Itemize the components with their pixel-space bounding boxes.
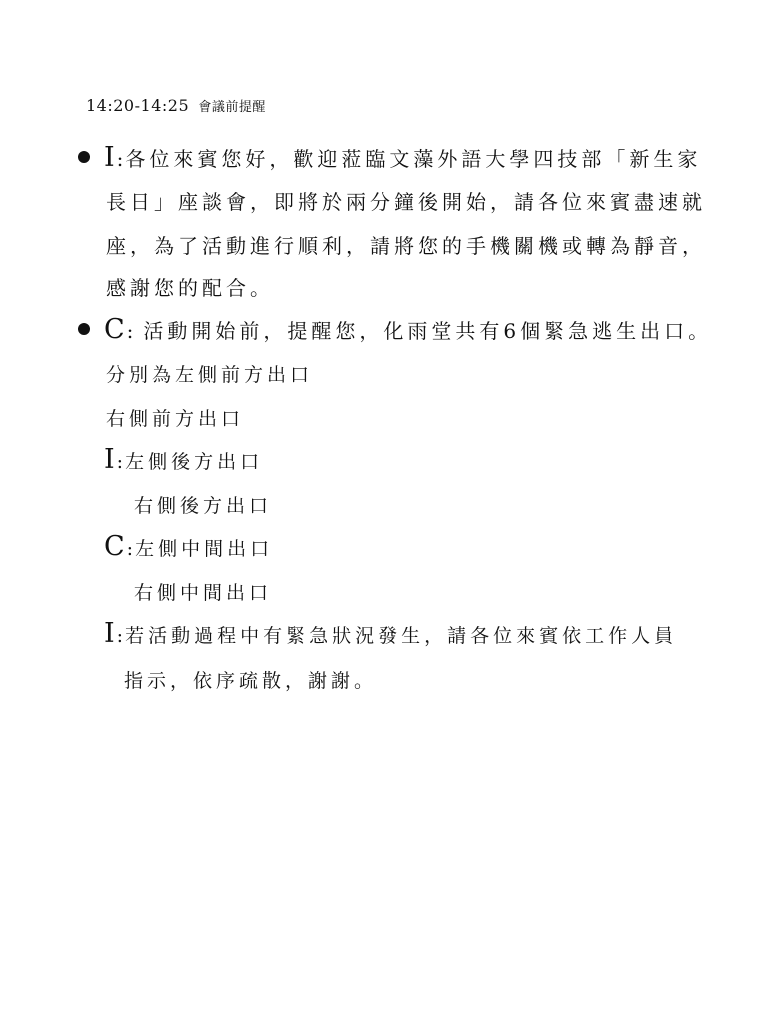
speaker-label: C <box>104 314 125 345</box>
paragraph-line: 座，為了活動進行順利，請將您的手機關機或轉為靜音， <box>106 234 706 258</box>
speech-text: 活動開始前，提醒您，化雨堂共有6個緊急逃生出口。 <box>143 319 713 343</box>
paragraph-line <box>104 618 677 649</box>
speaker-label: I <box>104 142 115 173</box>
speech-text: 若活動過程中有緊急狀況發生，請各位來賓依工作人員 <box>125 625 678 647</box>
speaker-label: I <box>104 444 115 475</box>
speaker-colon: : <box>116 451 124 473</box>
paragraph-line: 右側後方出口 <box>134 495 273 517</box>
time-range: 14:20-14:25 <box>86 96 190 115</box>
speaker-colon: : <box>116 147 124 171</box>
speech-text: 左側後方出口 <box>125 451 264 473</box>
paragraph-line: 長日」座談會，即將於兩分鐘後開始，請各位來賓盡速就 <box>106 190 706 214</box>
speaker-colon: : <box>126 319 134 343</box>
speech-text: 各位來賓您好，歡迎蒞臨文藻外語大學四技部「新生家 <box>125 147 702 171</box>
paragraph-line: 右側前方出口 <box>106 408 245 430</box>
schedule-header <box>86 96 266 115</box>
bullet-icon <box>78 323 90 335</box>
paragraph-line <box>104 444 263 475</box>
bullet-icon <box>78 151 90 163</box>
paragraph-line <box>104 314 712 345</box>
speaker-label: I <box>104 618 115 649</box>
paragraph-line: 指示，依序疏散，謝謝。 <box>124 670 378 692</box>
paragraph-line: 右側中間出口 <box>134 582 273 604</box>
paragraph-line <box>104 142 701 173</box>
speaker-colon: : <box>126 538 134 560</box>
section-title: 會議前提醒 <box>198 100 266 115</box>
speaker-colon: : <box>116 625 124 647</box>
paragraph-line: 感謝您的配合。 <box>106 276 274 300</box>
paragraph-line <box>104 531 273 562</box>
speech-text: 左側中間出口 <box>135 538 274 560</box>
paragraph-line: 分別為左側前方出口 <box>106 364 314 386</box>
speaker-label: C <box>104 531 125 562</box>
